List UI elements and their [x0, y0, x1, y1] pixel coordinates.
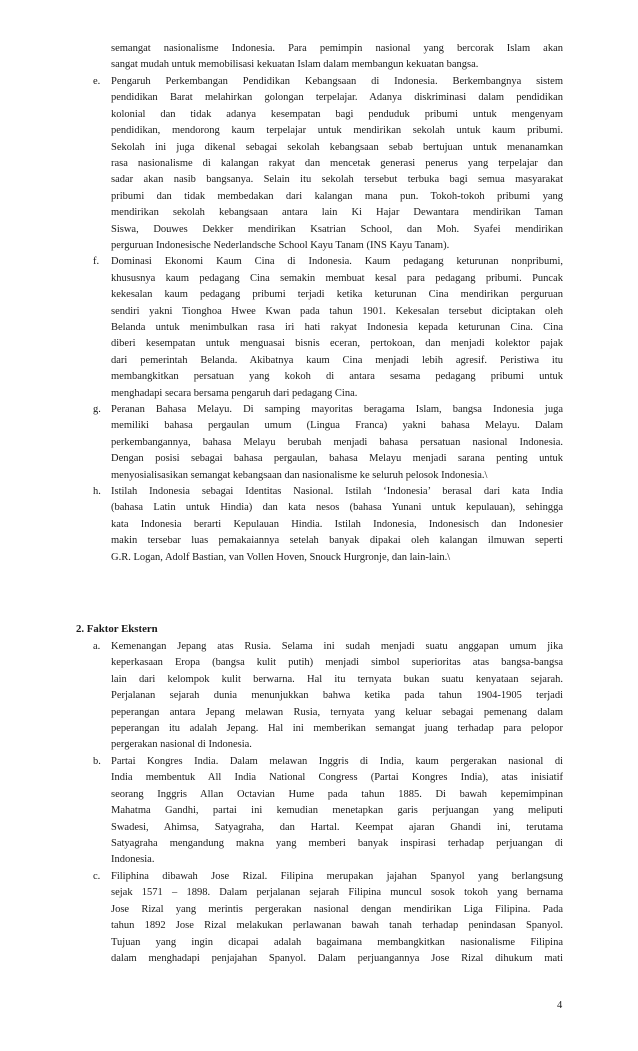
text-line: Dengan posisi sebagai bahasa pergaulan, bahasa Melayu menjadi sarana penting untuk	[111, 453, 563, 465]
text-line: sejak 1571 – 1898. Dalam perjalanan sejarah Filipina muncul sosok tokoh yang bernama	[111, 887, 563, 899]
text-line: peperangan itu adalah Jepang. Hal ini memberikan semangat juang terhadap para pelopor	[111, 722, 563, 734]
text-line: Swadesi, Ahimsa, Satyagraha, dan Hartal. Keempat ajaran Ghandi ini, terutama	[111, 821, 563, 833]
text-line: India membentuk All India National Congress (Partai Kongres India), atas inisiatif	[111, 772, 563, 784]
text-line: Sekolah ini juga dikenal sebagai sekolah kebangsaan sebab bertujuan untuk menanamkan	[111, 141, 563, 153]
text-line: Dominasi Ekonomi Kaum Cina di Indonesia. Kaum pedagang keturunan nonpribumi,	[111, 256, 563, 268]
text-line: tahun 1892 Jose Rizal melakukan perlawanan bawah tanah terhadap penindasan Spanyol.	[111, 920, 563, 932]
list-marker: e.	[93, 76, 101, 87]
text-line: lain dari kelompok kulit berwarna. Hal itu ternyata bukan suatu kenyataan sejarah.	[111, 673, 563, 685]
text-line: makin tersebar luas pemakaiannya setelah banyak dipakai oleh kalangan ilmuwan seperti	[111, 535, 563, 547]
text-line: Mahatma Gandhi, partai ini kemudian menetapkan garis perjuangan yang meliputi	[111, 805, 563, 817]
list-marker: f.	[93, 256, 100, 268]
text-line: seorang Inggris Allan Octavian Hume pada tahun 1885. Di bawah kepemimpinan	[111, 788, 563, 800]
text-line: (bahasa Latin untuk Hindia) dan kata nesos (bahasa Yunani untuk kepulauan), sehingga	[111, 502, 563, 514]
text-line: menyosialisasikan semangat kebangsaan dan nasionalisme ke seluruh pelosok Indonesia.\	[111, 469, 488, 481]
list-marker: h.	[93, 486, 101, 497]
text-line: semangat nasionalisme Indonesia. Para pemimpin nasional yang bercorak Islam akan	[111, 43, 563, 54]
list-marker: a.	[93, 641, 101, 652]
text-line: dari pemerintah Belanda. Akibatnya kaum Cina menjadi lebih agresif. Peristiwa itu	[111, 354, 563, 366]
text-line: mendirikan sekolah kebangsaan antara lain Ki Hajar Dewantara mendirikan Taman	[111, 207, 563, 219]
text-line: memiliki bahasa pergaulan umum (Lingua Franca) yakni bahasa Melayu. Dalam	[111, 420, 563, 432]
text-line: rasa nasionalisme di kalangan rakyat dan mencetak generasi penerus yang terpelajar dan	[111, 157, 563, 169]
text-line: pendidikan Barat melahirkan golongan terpelajar. Adanya diskriminasi dalam pendidikan	[111, 92, 563, 104]
text-line: kolonial dan tidak adanya kesempatan bagi penduduk pribumi untuk mengenyam	[111, 108, 563, 120]
text-line: membangkitkan persatuan yang kokoh di antara sesama pedagang pribumi untuk	[111, 371, 563, 383]
text-line: Kemenangan Jepang atas Rusia. Selama ini sudah menjadi suatu anggapan umum jika	[111, 641, 563, 652]
section-heading: 2. Faktor Ekstern	[76, 623, 158, 635]
text-line: Istilah Indonesia sebagai Identitas Nasional. Istilah ‘Indonesia’ berasal dari kata India	[111, 486, 563, 497]
text-line: kata Indonesia berarti Kepulauan Hindia. Istilah Indonesia, Indonesisch dan Indonesier	[111, 518, 563, 530]
text-line: Partai Kongres India. Dalam melawan Inggris di India, kaum pergerakan nasional di	[111, 756, 563, 767]
text-line: diberi kesempatan untuk menguasai bisnis eceran, pertokoan, dan menjadi kolektor pajak	[111, 338, 563, 350]
text-line: kekesalan kaum pedagang pribumi terjadi ketika keturunan Cina mendirikan perguruan	[111, 289, 563, 301]
text-line: pribumi dan tidak membedakan dari kalangan mana pun. Tokoh-tokoh pribumi yang	[111, 190, 563, 202]
list-marker: c.	[93, 871, 101, 882]
text-line: Peranan Bahasa Melayu. Di samping mayoritas beragama Islam, bangsa Indonesia juga	[111, 404, 563, 415]
list-item-body	[111, 402, 563, 484]
text-line: sendiri yakni Tionghoa Hwee Kwan pada tahun 1901. Kekesalan tersebut diciptakan oleh	[111, 305, 563, 317]
text-line: pendidikan, mendorong kaum terpelajar untuk mendirikan sekolah untuk kaum pribumi.	[111, 125, 563, 137]
list-item-body	[111, 869, 563, 967]
text-line: peperangan antara Jepang melawan Rusia, ternyata yang keluar sebagai pemenang dalam	[111, 706, 563, 718]
text-line: Tujuan yang ingin dicapai adalah bagaimana membangkitkan nasionalisme Filipina	[111, 936, 563, 948]
text-line: dalam menghadapi penjajahan Spanyol. Dalam perjuangannya Jose Rizal dihukum mati	[111, 952, 563, 964]
text-line: Siswa, Douwes Dekker mendirikan Ksatrian School, dan Moh. Syafei mendirikan	[111, 223, 563, 235]
text-line: sangat mudah untuk memobilisasi kekuatan Islam dalam membangun kekuatan bangsa.	[111, 59, 479, 71]
text-line: perguruan Indonesische Nederlandsche School Kayu Tanam (INS Kayu Tanam).	[111, 239, 450, 251]
text-line: Filiphina dibawah Jose Rizal. Filipina merupakan jajahan Spanyol yang berlangsung	[111, 871, 563, 882]
text-line: Jose Rizal yang merintis pergerakan nasional dengan mendirikan Liga Filipina. Pada	[111, 903, 563, 915]
list-item-body	[111, 754, 563, 869]
list-marker: g.	[93, 404, 101, 415]
text-line: khususnya kaum pedagang Cina semakin membuat kesal para pedagang pribumi. Puncak	[111, 272, 563, 284]
text-line: Perjalanan sejarah dunia menunjukkan bahwa ketika pada tahun 1904-1905 terjadi	[111, 690, 563, 702]
text-line: Pengaruh Perkembangan Pendidikan Kebangsaan di Indonesia. Berkembangnya sistem	[111, 76, 563, 87]
list-item-body	[111, 639, 563, 754]
text-line: sadar akan nasib bangsanya. Selain itu sekolah tersebut terbuka bagi semua masyarakat	[111, 174, 563, 186]
text-line: pergerakan nasional di Indonesia.	[111, 739, 252, 751]
list-marker: b.	[93, 756, 101, 767]
text-line: keperkasaan Eropa (bangsa kulit putih) menjadi simbol superioritas atas bangsa-bangsa	[111, 657, 563, 669]
text-line: perkembangannya, bahasa Melayu berubah menjadi bahasa persatuan nasional Indonesia.	[111, 436, 563, 448]
text-line: Satyagraha mengandung makna yang memberi banyak inspirasi terhadap perjuangan di	[111, 837, 563, 849]
text-line: Indonesia.	[111, 854, 155, 866]
text-line: menghadapi secara bersama pengaruh dari pedagang Cina.	[111, 387, 358, 399]
intro-paragraph	[111, 41, 563, 74]
page-number: 4	[557, 1000, 563, 1011]
list-item-body	[111, 254, 563, 402]
text-line: G.R. Logan, Adolf Bastian, van Vollen Hoven, Snouck Hurgronje, dan lain-lain.\	[111, 551, 451, 563]
text-line: Belanda untuk menimbulkan rasa iri hati rakyat Indonesia kepada keturunan Cina. Cina	[111, 321, 563, 333]
list-item-body	[111, 484, 563, 566]
list-item-body	[111, 74, 563, 254]
